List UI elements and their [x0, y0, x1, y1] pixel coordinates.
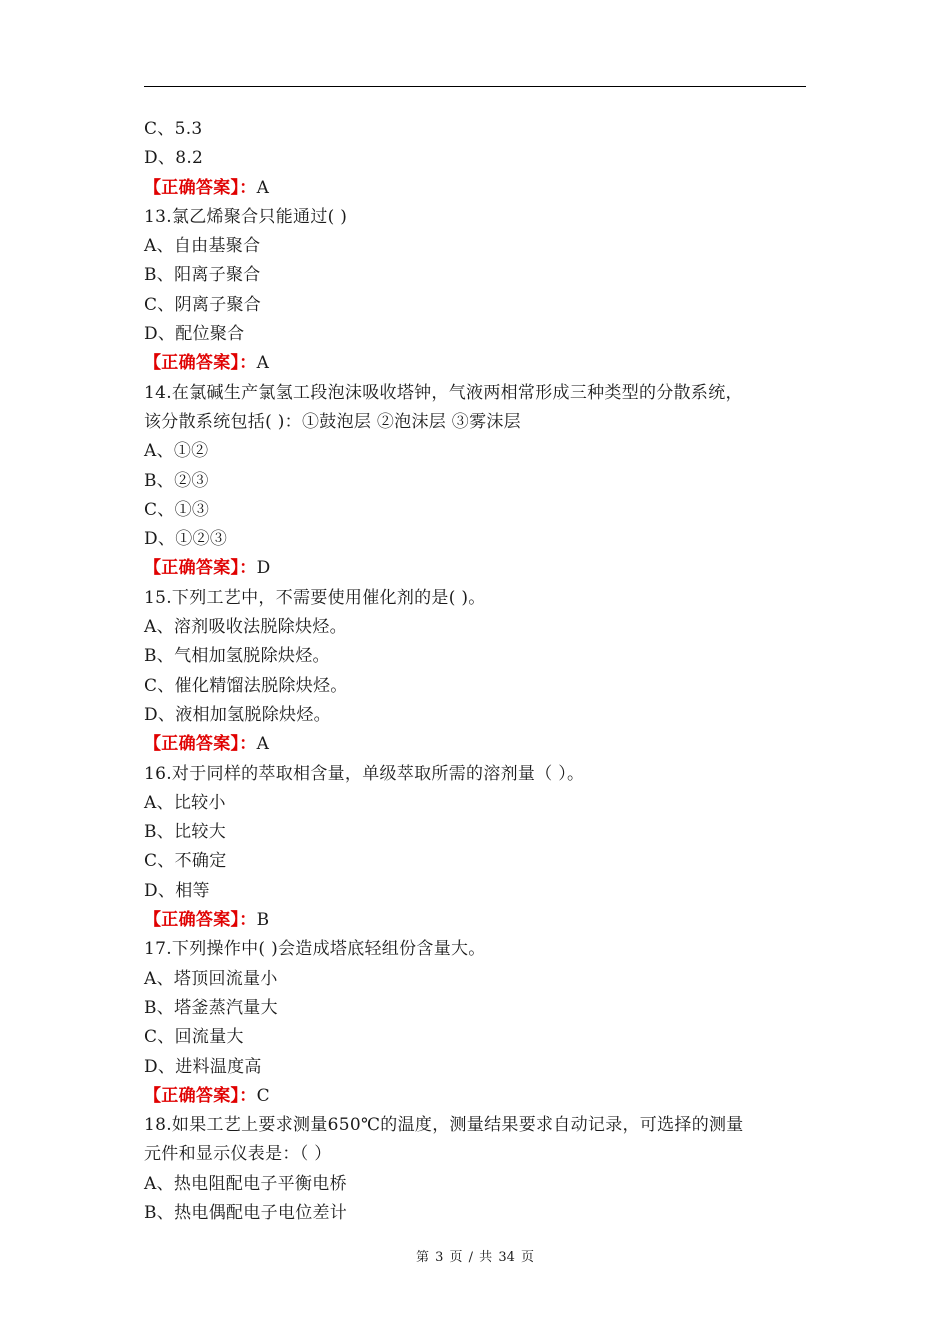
answer-value: A [256, 353, 270, 374]
question-text: 15.下列工艺中，不需要使用催化剂的是( )。 [144, 587, 486, 608]
answer-label: 【正确答案】： [144, 910, 257, 931]
answer-value: D [256, 558, 271, 579]
option-text: B、气相加氢脱除炔烃。 [144, 646, 330, 667]
answer-line [144, 906, 806, 935]
answer-value: C [256, 1085, 270, 1106]
option-text: B、②③ [144, 470, 209, 491]
answer-label: 【正确答案】： [144, 1085, 257, 1106]
option-text: D、进料温度高 [144, 1056, 262, 1077]
option-text: A、热电阻配电子平衡电桥 [144, 1173, 347, 1194]
answer-label: 【正确答案】： [144, 558, 257, 579]
option-text: D、配位聚合 [144, 324, 245, 345]
question-text: 14.在氯碱生产氯氢工段泡沫吸收塔钟，气液两相常形成三种类型的分散系统， [144, 382, 743, 403]
option-text: C、不确定 [144, 851, 227, 872]
header-rule [144, 86, 806, 87]
answer-line [144, 554, 806, 583]
page-footer: 第 3 页 / 共 34 页 [416, 1250, 534, 1265]
option-text: D、①②③ [144, 529, 228, 550]
option-text: B、热电偶配电子电位差计 [144, 1202, 348, 1223]
option-text: A、溶剂吸收法脱除炔烃。 [144, 617, 347, 638]
option-text: A、自由基聚合 [144, 236, 261, 257]
answer-value: A [256, 734, 270, 755]
answer-label: 【正确答案】： [144, 177, 257, 198]
answer-line [144, 349, 806, 378]
option-text: C、5.3 [144, 119, 203, 139]
answer-line [144, 730, 806, 759]
option-text: B、阳离子聚合 [144, 265, 261, 286]
option-text: C、①③ [144, 499, 210, 520]
question-text: 13.氯乙烯聚合只能通过( ) [144, 206, 348, 227]
answer-label: 【正确答案】： [144, 734, 257, 755]
question-text: 17.下列操作中( )会造成塔底轻组份含量大。 [144, 939, 486, 960]
question-text: 该分散系统包括( )：①鼓泡层 ②泡沫层 ③雾沫层 [144, 411, 521, 432]
option-text: B、塔釜蒸汽量大 [144, 997, 278, 1018]
question-text: 元件和显示仪表是：（ ） [144, 1144, 332, 1165]
answer-value: A [256, 177, 270, 198]
option-text: A、比较小 [144, 792, 226, 813]
option-text: A、塔顶回流量小 [144, 968, 278, 989]
option-text: D、8.2 [144, 148, 204, 169]
answer-value: B [256, 910, 270, 931]
option-text: C、阴离子聚合 [144, 294, 262, 315]
option-text: D、相等 [144, 880, 210, 901]
answer-line [144, 1082, 806, 1111]
document-body [144, 115, 806, 1228]
answer-line [144, 174, 806, 203]
question-text: 16.对于同样的萃取相含量，单级萃取所需的溶剂量（ ）。 [144, 763, 585, 784]
option-text: A、①② [144, 441, 209, 462]
option-text: C、回流量大 [144, 1027, 244, 1048]
option-text: C、催化精馏法脱除炔烃。 [144, 675, 348, 696]
question-text: 18.如果工艺上要求测量650℃的温度，测量结果要求自动记录，可选择的测量 [144, 1115, 744, 1136]
option-text: D、液相加氢脱除炔烃。 [144, 704, 331, 725]
answer-label: 【正确答案】： [144, 353, 257, 374]
option-text: B、比较大 [144, 822, 226, 843]
